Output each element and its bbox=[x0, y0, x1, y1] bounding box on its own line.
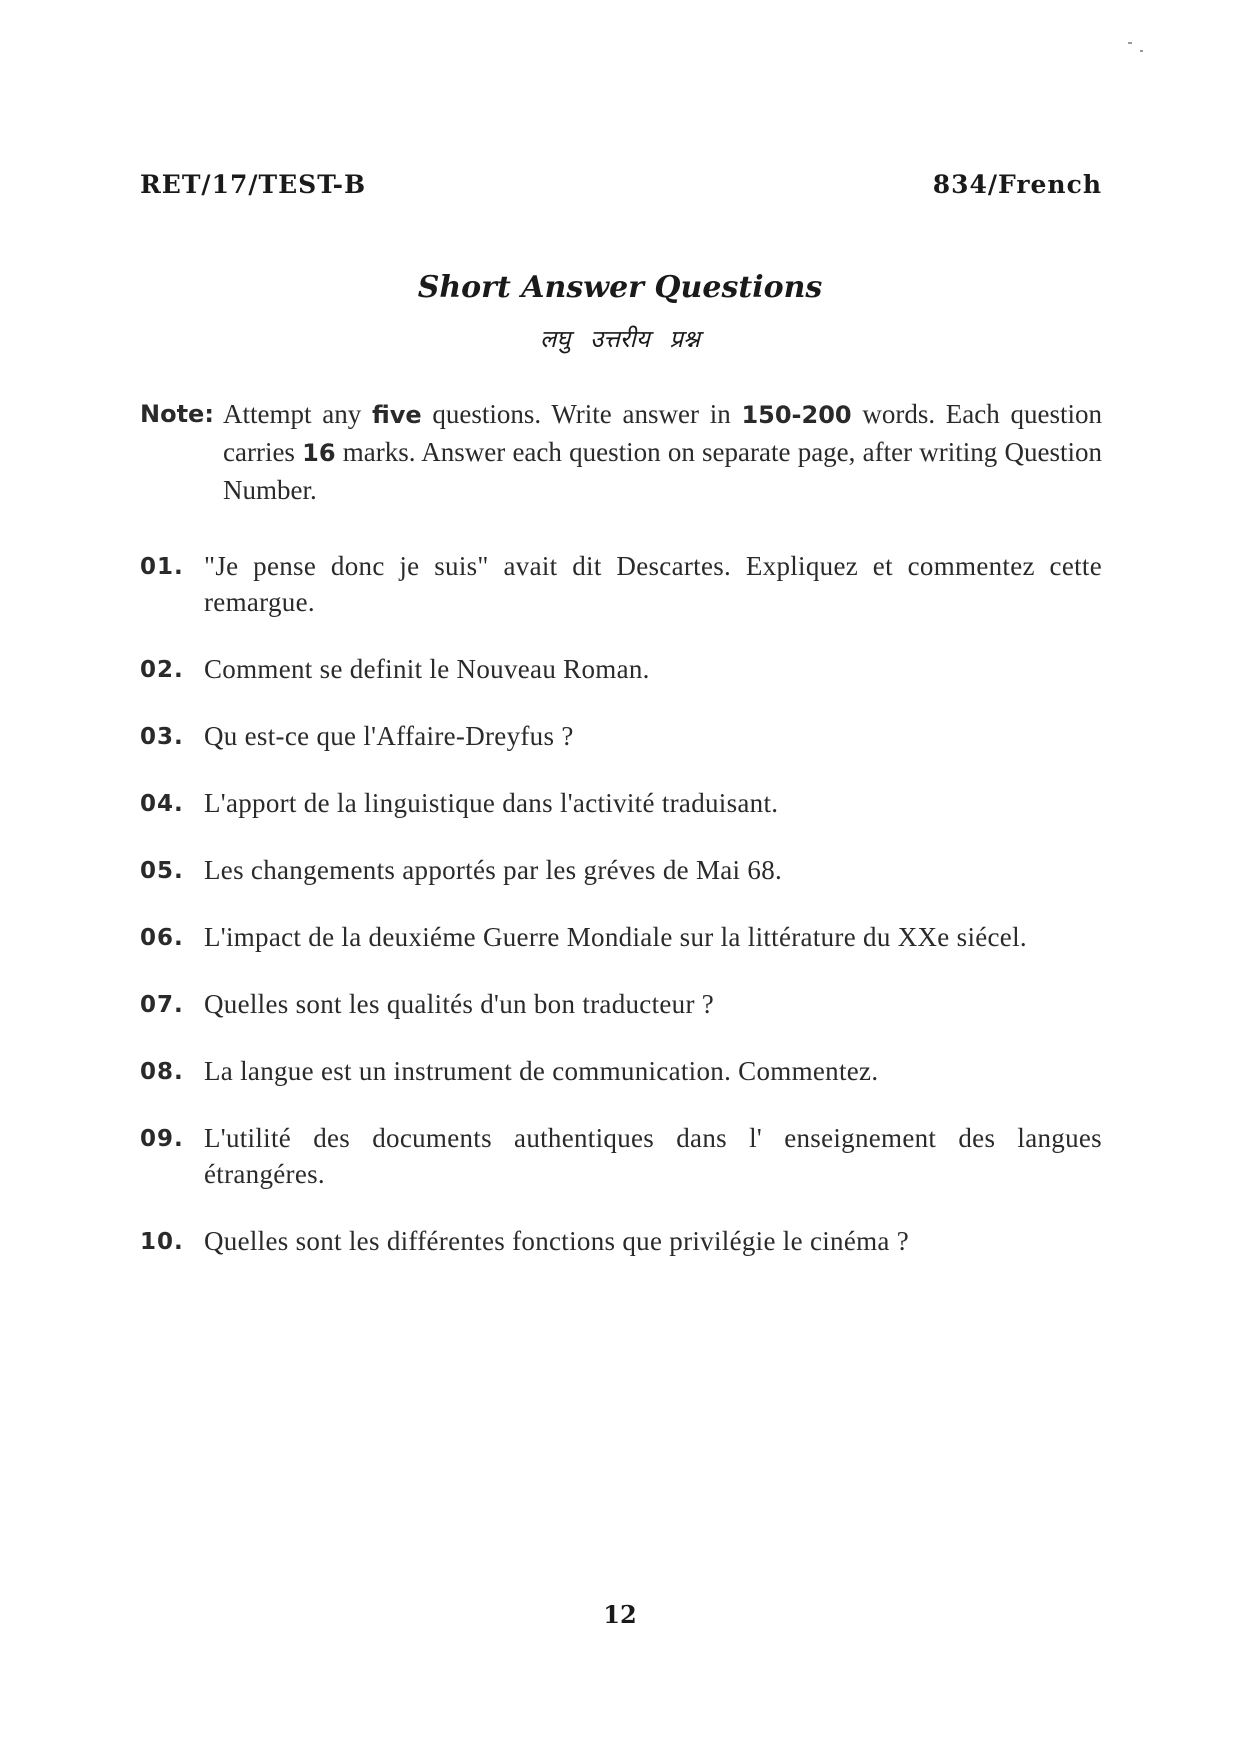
question-number: 04. bbox=[140, 791, 184, 817]
question-text: "Je pense donc je suis" avait dit Descartes. Expliquez et commentez cette remargue. bbox=[204, 551, 1102, 617]
note-bold-count: five bbox=[371, 401, 422, 429]
instructions-note bbox=[140, 396, 1102, 509]
page-number: 12 bbox=[603, 1600, 637, 1629]
question-number: 03. bbox=[140, 724, 184, 750]
section-subtitle-hindi: लघु उत्तरीय प्रश्न bbox=[539, 325, 701, 353]
scan-speck bbox=[1128, 42, 1132, 44]
question-item bbox=[140, 785, 1102, 821]
note-text-part: questions. Write answer in bbox=[421, 399, 742, 429]
question-text: Quelles sont les qualités d'un bon traducteur ? bbox=[204, 989, 715, 1019]
note-bold-words: 150-200 bbox=[741, 401, 852, 429]
subject-code: 834/French bbox=[932, 170, 1102, 199]
question-number: 02. bbox=[140, 657, 184, 683]
question-number: 08. bbox=[140, 1059, 184, 1085]
question-item bbox=[140, 919, 1102, 955]
question-item bbox=[140, 1223, 1102, 1259]
question-item bbox=[140, 852, 1102, 888]
question-item bbox=[140, 548, 1102, 620]
note-label: Note: bbox=[140, 400, 214, 428]
question-number: 01. bbox=[140, 554, 184, 580]
question-text: Comment se definit le Nouveau Roman. bbox=[204, 654, 650, 684]
question-item bbox=[140, 986, 1102, 1022]
question-text: Les changements apportés par les gréves de Mai 68. bbox=[204, 855, 783, 885]
question-text: Qu est-ce que l'Affaire-Dreyfus ? bbox=[204, 721, 574, 751]
note-text-part: marks. Answer each question on separate page, after writing Question Number. bbox=[223, 437, 1102, 505]
scan-speck bbox=[1140, 50, 1143, 52]
note-text-part: Attempt any bbox=[223, 399, 372, 429]
question-number: 06. bbox=[140, 925, 184, 951]
note-text bbox=[140, 396, 1102, 509]
note-bold-marks: 16 bbox=[302, 439, 336, 467]
question-number: 10. bbox=[140, 1229, 184, 1255]
question-text: L'impact de la deuxiéme Guerre Mondiale sur la littérature du XXe siécel. bbox=[204, 922, 1027, 952]
question-list bbox=[140, 548, 1102, 1290]
question-item bbox=[140, 651, 1102, 687]
question-item bbox=[140, 1053, 1102, 1089]
question-item bbox=[140, 1120, 1102, 1192]
question-text: L'utilité des documents authentiques dans l' enseignement des langues étrangéres. bbox=[204, 1123, 1102, 1189]
question-text: La langue est un instrument de communication. Commentez. bbox=[204, 1056, 879, 1086]
question-text: L'apport de la linguistique dans l'activité traduisant. bbox=[204, 788, 779, 818]
question-item bbox=[140, 718, 1102, 754]
section-title: Short Answer Questions bbox=[417, 270, 823, 305]
question-number: 05. bbox=[140, 858, 184, 884]
question-number: 09. bbox=[140, 1126, 184, 1152]
question-text: Quelles sont les différentes fonctions que privilégie le cinéma ? bbox=[204, 1226, 910, 1256]
note-text-part: words. Each question carries bbox=[223, 399, 1102, 467]
exam-code: RET/17/TEST-B bbox=[140, 170, 367, 199]
question-number: 07. bbox=[140, 992, 184, 1018]
